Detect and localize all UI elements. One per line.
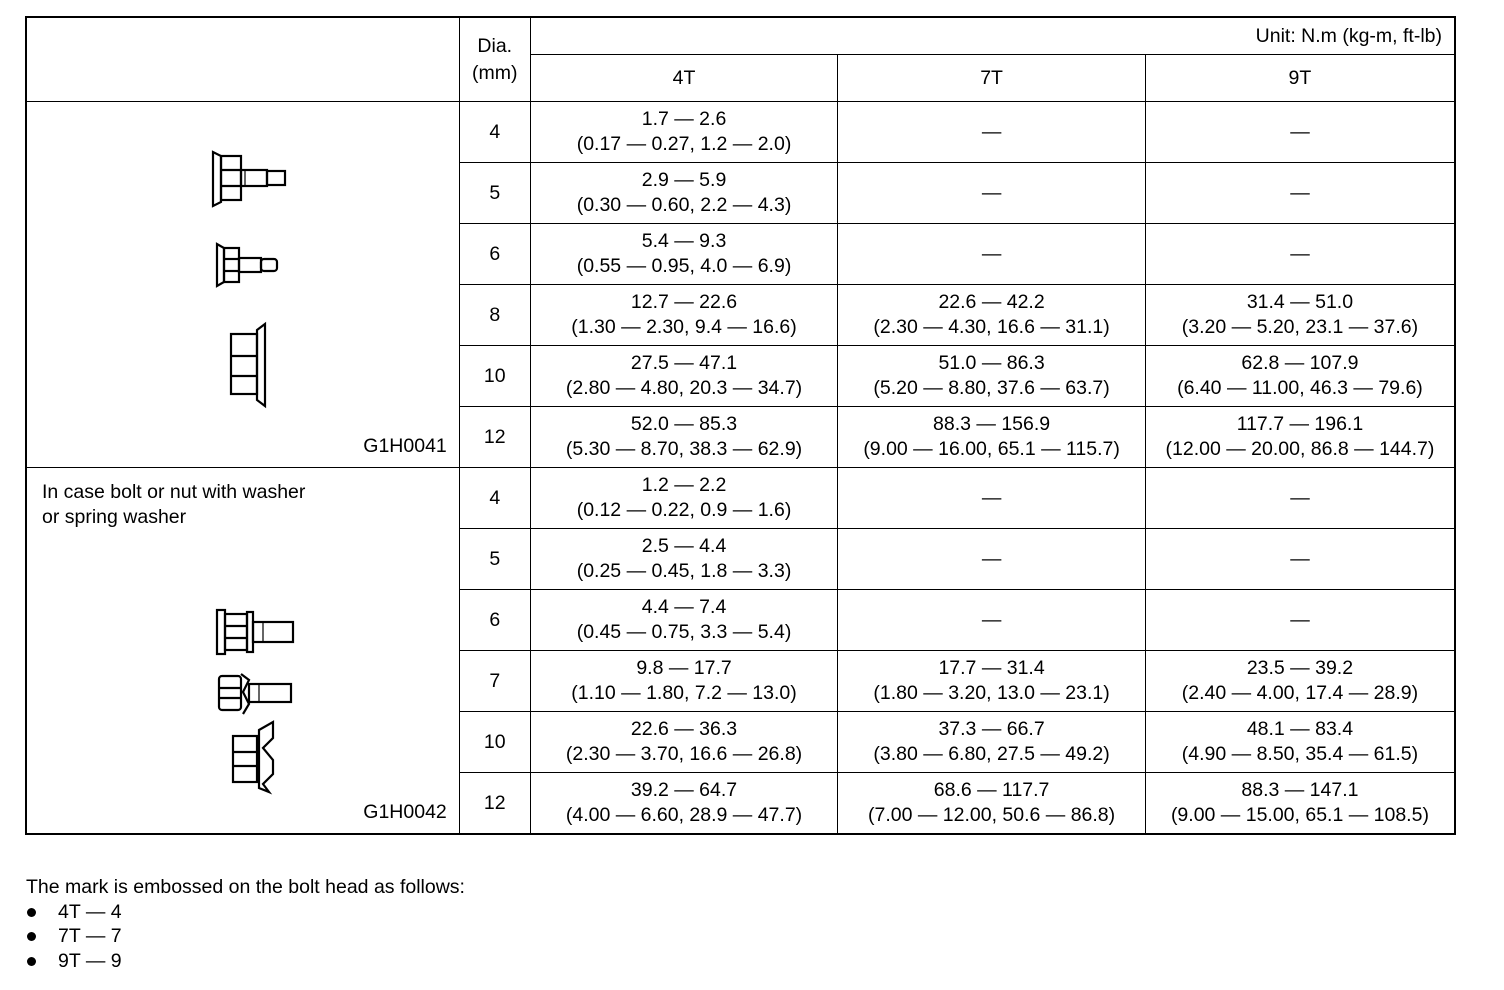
figure-header-cell: [26, 17, 459, 102]
torque-cell-4t: 2.9 — 5.9 (0.30 — 0.60, 2.2 — 4.3): [530, 163, 838, 224]
list-item: 4T — 4: [26, 900, 465, 925]
torque-cell-7t: —: [838, 529, 1146, 590]
washer-bolt-icon: [217, 610, 293, 654]
list-item: 7T — 7: [26, 924, 465, 949]
torque-cell-9t: —: [1145, 224, 1455, 285]
dia-cell: 12: [459, 407, 530, 468]
bolt-figures: [197, 144, 327, 414]
torque-cell-7t: —: [838, 224, 1146, 285]
notes-intro: The mark is embossed on the bolt head as follows:: [26, 876, 465, 898]
dia-cell: 12: [459, 773, 530, 835]
list-item: 9T — 9: [26, 949, 465, 974]
torque-cell-7t: —: [838, 590, 1146, 651]
table-row: [26, 468, 1455, 529]
torque-cell-7t: —: [838, 163, 1146, 224]
column-header-9t: 9T: [1145, 55, 1455, 102]
spring-washer-bolt-icon: [219, 674, 291, 714]
torque-cell-4t: 5.4 — 9.3 (0.55 — 0.95, 4.0 — 6.9): [530, 224, 838, 285]
bullet-icon: [27, 908, 36, 917]
torque-cell-7t: 22.6 — 42.2 (2.30 — 4.30, 16.6 — 31.1): [838, 285, 1146, 346]
mark-list: [26, 900, 465, 974]
unit-label: Unit: N.m (kg-m, ft-lb): [530, 17, 1455, 55]
dia-header: Dia. (mm): [459, 17, 530, 102]
washer-note: In case bolt or nut with washer or spring washer: [42, 481, 306, 528]
figure-code: G1H0041: [363, 435, 447, 457]
dia-cell: 5: [459, 163, 530, 224]
torque-cell-7t: 88.3 — 156.9 (9.00 — 16.00, 65.1 — 115.7): [838, 407, 1146, 468]
dia-cell: 10: [459, 712, 530, 773]
dia-cell: 7: [459, 651, 530, 712]
torque-cell-9t: 31.4 — 51.0 (3.20 — 5.20, 23.1 — 37.6): [1145, 285, 1455, 346]
torque-cell-7t: 37.3 — 66.7 (3.80 — 6.80, 27.5 — 49.2): [838, 712, 1146, 773]
dia-cell: 6: [459, 590, 530, 651]
small-flange-bolt-icon: [217, 244, 277, 286]
torque-cell-4t: 27.5 — 47.1 (2.80 — 4.80, 20.3 — 34.7): [530, 346, 838, 407]
torque-cell-4t: 1.2 — 2.2 (0.12 — 0.22, 0.9 — 1.6): [530, 468, 838, 529]
torque-cell-7t: 68.6 — 117.7 (7.00 — 12.00, 50.6 — 86.8): [838, 773, 1146, 835]
bullet-icon: [27, 957, 36, 966]
mark-notes: [26, 875, 465, 973]
torque-cell-9t: —: [1145, 590, 1455, 651]
washer-bolt-figure-cell: [26, 468, 459, 835]
torque-cell-9t: —: [1145, 163, 1455, 224]
spring-washer-nut-icon: [233, 722, 273, 792]
torque-cell-4t: 39.2 — 64.7 (4.00 — 6.60, 28.9 — 47.7): [530, 773, 838, 835]
torque-cell-9t: 23.5 — 39.2 (2.40 — 4.00, 17.4 — 28.9): [1145, 651, 1455, 712]
torque-cell-4t: 4.4 — 7.4 (0.45 — 0.75, 3.3 — 5.4): [530, 590, 838, 651]
bolt-figure-cell: [26, 102, 459, 468]
torque-cell-9t: —: [1145, 468, 1455, 529]
torque-cell-9t: 62.8 — 107.9 (6.40 — 11.00, 46.3 — 79.6): [1145, 346, 1455, 407]
table-row: [26, 102, 1455, 163]
bullet-icon: [27, 932, 36, 941]
torque-cell-7t: 17.7 — 31.4 (1.80 — 3.20, 13.0 — 23.1): [838, 651, 1146, 712]
flange-bolt-icon: [213, 152, 285, 206]
torque-cell-9t: 48.1 — 83.4 (4.90 — 8.50, 35.4 — 61.5): [1145, 712, 1455, 773]
dia-cell: 5: [459, 529, 530, 590]
torque-table: [25, 16, 1456, 835]
torque-cell-4t: 22.6 — 36.3 (2.30 — 3.70, 16.6 — 26.8): [530, 712, 838, 773]
dia-cell: 10: [459, 346, 530, 407]
flange-nut-icon: [231, 324, 265, 406]
torque-cell-4t: 1.7 — 2.6 (0.17 — 0.27, 1.2 — 2.0): [530, 102, 838, 163]
torque-cell-4t: 52.0 — 85.3 (5.30 — 8.70, 38.3 — 62.9): [530, 407, 838, 468]
torque-cell-4t: 12.7 — 22.6 (1.30 — 2.30, 9.4 — 16.6): [530, 285, 838, 346]
torque-cell-7t: 51.0 — 86.3 (5.20 — 8.80, 37.6 — 63.7): [838, 346, 1146, 407]
dia-cell: 6: [459, 224, 530, 285]
torque-cell-7t: —: [838, 468, 1146, 529]
torque-cell-9t: 88.3 — 147.1 (9.00 — 15.00, 65.1 — 108.5): [1145, 773, 1455, 835]
figure-code: G1H0042: [363, 801, 447, 823]
torque-cell-4t: 9.8 — 17.7 (1.10 — 1.80, 7.2 — 13.0): [530, 651, 838, 712]
torque-cell-9t: 117.7 — 196.1 (12.00 — 20.00, 86.8 — 144.7): [1145, 407, 1455, 468]
torque-cell-9t: —: [1145, 529, 1455, 590]
dia-cell: 4: [459, 468, 530, 529]
dia-cell: 4: [459, 102, 530, 163]
dia-cell: 8: [459, 285, 530, 346]
column-header-4t: 4T: [530, 55, 838, 102]
torque-cell-9t: —: [1145, 102, 1455, 163]
torque-cell-7t: —: [838, 102, 1146, 163]
torque-cell-4t: 2.5 — 4.4 (0.25 — 0.45, 1.8 — 3.3): [530, 529, 838, 590]
washer-bolt-figures: [207, 598, 337, 798]
column-header-7t: 7T: [838, 55, 1146, 102]
